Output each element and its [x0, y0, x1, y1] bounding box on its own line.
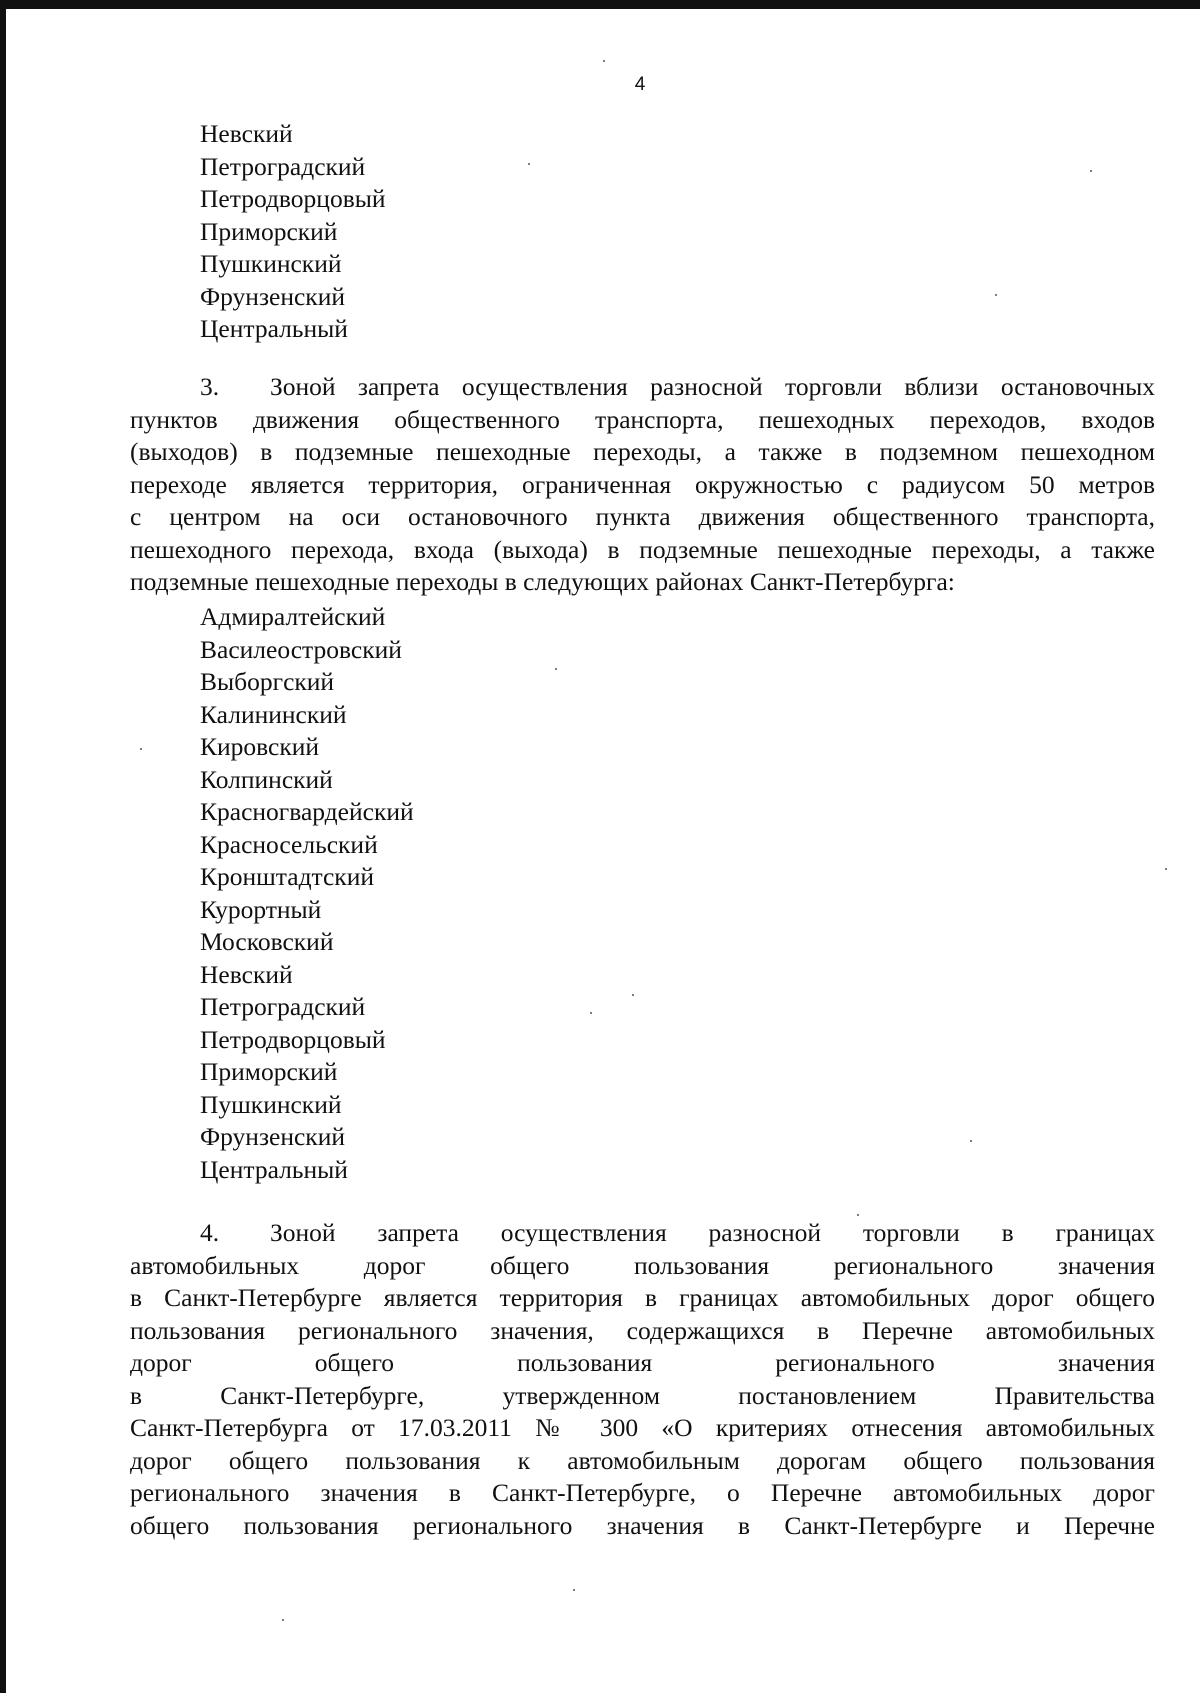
scan-speck: [857, 1214, 859, 1216]
section-3-paragraph: [130, 371, 1155, 599]
page-number: 4: [634, 74, 646, 95]
paragraph-line: пешеходного перехода, входа (выхода) в подземные пешеходные переходы, а также: [130, 534, 1155, 564]
list-item: Фрунзенский: [200, 281, 345, 311]
list-item: Пушкинский: [200, 1089, 342, 1119]
list-item: Красногвардейский: [200, 797, 414, 826]
scan-speck: [995, 294, 997, 296]
scan-speck: [1165, 868, 1167, 870]
list-item: Курортный: [200, 894, 322, 924]
paragraph-line: подземные пешеходные переходы в следующих районах Санкт-Петербурга:: [130, 567, 955, 596]
list-item: Кировский: [200, 732, 320, 761]
paragraph-line: дорог общего пользования к автомобильным дорогам общего пользования: [130, 1445, 1155, 1475]
paragraph-line: с центром на оси остановочного пункта движения общественного транспорта,: [130, 502, 1155, 531]
scan-speck: [573, 1589, 575, 1591]
scan-speck: [282, 1619, 284, 1621]
paragraph-line: 3. Зоной запрета осуществления разносной торговли вблизи остановочных: [130, 371, 1155, 404]
paragraph-line: в Санкт-Петербурге, утвержденном постановлением Правительства: [130, 1380, 1155, 1410]
list-item: Адмиралтейский: [200, 602, 386, 631]
paragraph-line: переходе является территория, ограниченная окружностью с радиусом 50 метров: [130, 469, 1155, 499]
list-item: Центральный: [200, 314, 348, 343]
districts-list-section-3: [200, 601, 414, 1186]
list-item: Московский: [200, 927, 334, 956]
section-4-paragraph: [130, 1217, 1155, 1542]
scan-border-left: [0, 0, 6, 1693]
list-item: Кронштадтский: [200, 862, 374, 891]
list-item: Петродворцовый: [200, 1024, 386, 1054]
paragraph-line: 4. Зоной запрета осуществления разносной торговли в границах: [130, 1217, 1155, 1250]
list-item: Калининский: [200, 699, 347, 729]
scan-border-top: [0, 0, 1200, 9]
list-item: Петроградский: [200, 992, 366, 1021]
paragraph-line: автомобильных дорог общего пользования регионального значения: [130, 1250, 1155, 1280]
section-number: 3.: [200, 372, 220, 401]
list-item: Выборгский: [200, 667, 335, 696]
paragraph-line: в Санкт-Петербурге является территория в границах автомобильных дорог общего: [130, 1283, 1155, 1312]
list-item: Пушкинский: [200, 249, 342, 278]
paragraph-line: регионального значения в Санкт-Петербурге, о Перечне автомобильных дорог: [130, 1478, 1155, 1507]
paragraph-line: Санкт-Петербурга от 17.03.2011 № 300 «О критериях отнесения автомобильных: [130, 1413, 1155, 1442]
scan-speck: [140, 748, 142, 750]
districts-list-top: [200, 118, 386, 346]
list-item: Красносельский: [200, 829, 378, 859]
paragraph-line: (выходов) в подземные пешеходные переходы, а также в подземном пешеходном: [130, 437, 1155, 466]
list-item: Невский: [200, 959, 293, 989]
list-item: Фрунзенский: [200, 1122, 345, 1151]
scan-speck: [632, 994, 634, 996]
paragraph-line: пользования регионального значения, содержащихся в Перечне автомобильных: [130, 1315, 1155, 1345]
list-item: Центральный: [200, 1154, 348, 1184]
paragraph-line: общего пользования регионального значения в Санкт-Петербурге и Перечне: [130, 1510, 1155, 1540]
list-item: Колпинский: [200, 764, 333, 794]
paragraph-line: дорог общего пользования регионального значения: [130, 1348, 1155, 1377]
scan-speck: [555, 668, 557, 670]
scan-speck: [603, 60, 605, 62]
section-number: 4.: [200, 1218, 220, 1247]
list-item: Петроградский: [200, 151, 366, 181]
list-item: Петродворцовый: [200, 184, 386, 213]
scan-speck: [590, 1012, 592, 1014]
paragraph-line: пунктов движения общественного транспорта, пешеходных переходов, входов: [130, 404, 1155, 434]
list-item: Невский: [200, 119, 293, 148]
list-item: Приморский: [200, 1057, 338, 1086]
scan-speck: [1090, 170, 1092, 172]
scan-speck: [528, 163, 530, 165]
list-item: Василеостровский: [200, 634, 402, 664]
scan-speck: [970, 1140, 972, 1142]
list-item: Приморский: [200, 216, 338, 246]
